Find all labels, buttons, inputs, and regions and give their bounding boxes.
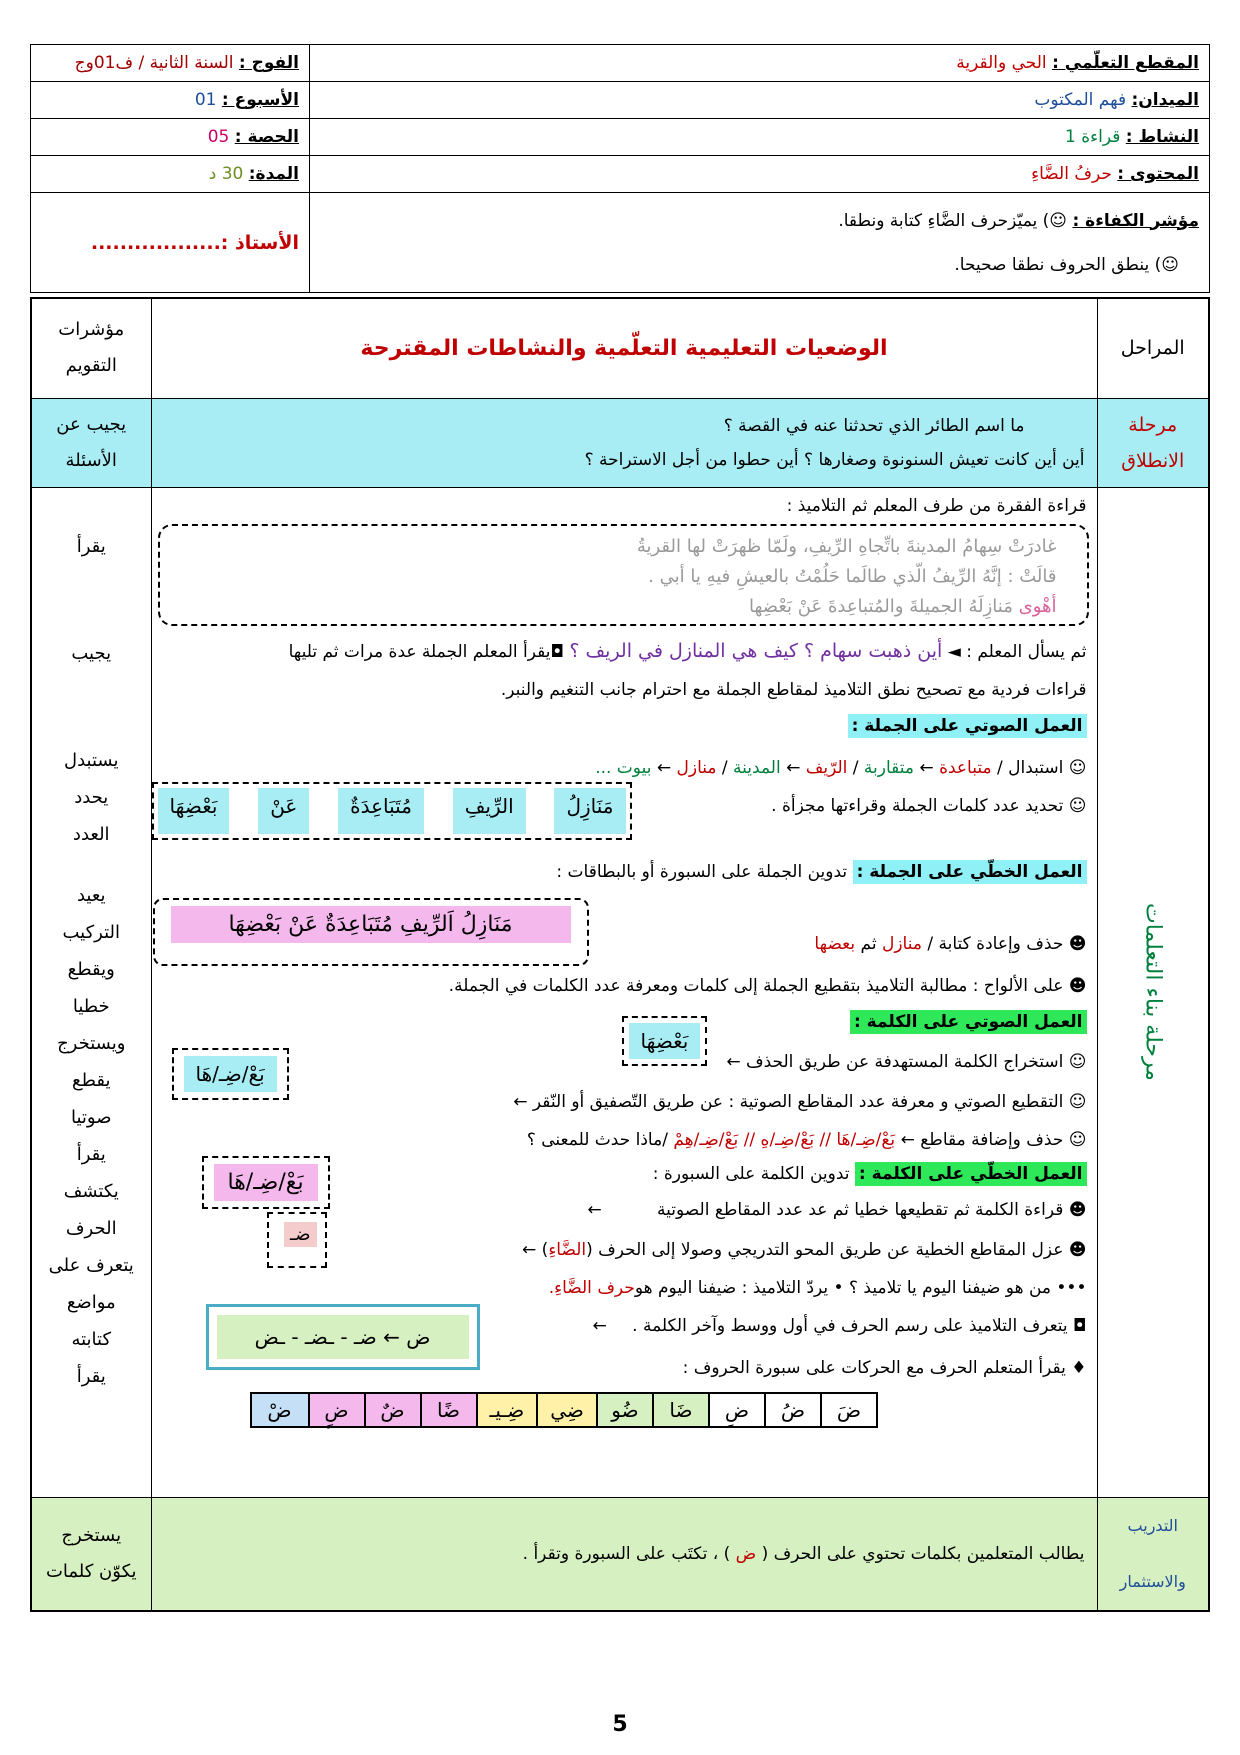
isolate-text: عزل المقاطع الخطية عن طريق المحو التدريجي وصولا إلى الحرف ( — [586, 1239, 1064, 1260]
syllables: بَعْ/ضِـ/هَا — [184, 1056, 277, 1092]
guest-question: من هو ضيفنا اليوم يا تلاميذ ؟ • يردّ التلاميذ : ضيفنا اليوم هو — [634, 1277, 1051, 1298]
session-value: 05 — [207, 127, 230, 147]
extract-text: استخراج الكلمة المستهدفة عن طريق الحذف — [745, 1051, 1064, 1072]
letter-cell: ضَ — [820, 1394, 876, 1426]
write-sentence-text: تدوين الجملة على السبورة أو بالبطاقات : — [556, 861, 848, 882]
launch-eval: يجيب عن الأسئلة — [31, 398, 151, 487]
group-value: السنة الثانية / ف01وج — [74, 53, 234, 73]
segment-text: التقطيع الصوتي و معرفة عدد المقاطع الصوتية : عن طريق التّصفيق أو النّقر — [532, 1091, 1064, 1112]
page-number: 5 — [612, 1712, 628, 1737]
eval-item: يكتشف — [63, 1180, 119, 1202]
letter-part-box — [267, 1212, 327, 1268]
target-word: بَعْضِهَا — [629, 1023, 701, 1059]
eval-item: خطيا — [72, 995, 110, 1017]
target-word-box — [622, 1016, 708, 1066]
eval-item: كتابته — [71, 1328, 112, 1350]
letter-cell: ضِي — [536, 1394, 596, 1426]
replace-word: المدينة — [733, 757, 781, 778]
isolate-end: ) — [541, 1239, 549, 1260]
letter-shapes: ض ← ضـ - ـضـ - ـض — [217, 1315, 469, 1359]
eval-item: يتعرف على — [48, 1254, 134, 1276]
build-intro: قراءة الفقرة من طرف المعلم ثم التلاميذ : — [786, 495, 1087, 516]
eval-item: يجيب — [71, 642, 112, 664]
launch-stage: مرحلة الانطلاق — [1097, 398, 1209, 487]
paragraph-line-2: قالَتْ : إنَّهُ الرِّيفُ الّذي طالَما حَلُمْتُ بالعيشِ فيهِ يا أبي . — [648, 565, 1057, 587]
heading-sound-word: العمل الصوتي على الكلمة : — [850, 1010, 1087, 1034]
word-card: عَنْ — [258, 788, 309, 834]
replace-word: متباعدة — [939, 757, 992, 778]
individual-readings: قراءات فردية مع تصحيح نطق التلاميذ لمقاطع الجملة مع احترام جانب التنغيم والنبر. — [500, 679, 1087, 700]
delete-then: ثم — [860, 933, 877, 954]
week-label: الأسبوع : — [221, 90, 299, 110]
eval-item: يحدد — [74, 786, 109, 808]
word-cards — [152, 782, 632, 840]
activity-value: قراءة 1 — [1065, 127, 1121, 147]
addremove-text: حذف وإضافة مقاطع — [920, 1129, 1064, 1150]
competence-1: يميّزحرف الضَّاءِ كتابة ونطقا. — [838, 210, 1038, 231]
word-card: مُتَبَاعِدَةٌ — [338, 788, 424, 834]
eval-item: العدد — [72, 823, 110, 845]
launch-question-1: ما اسم الطائر الذي تحدثنا عنه في القصة ؟ — [723, 415, 1025, 436]
teacher-reads: يقرأ المعلم الجملة عدة مرات ثم تليها — [288, 641, 551, 662]
write-word-text: تدوين الكلمة على السبورة : — [652, 1163, 850, 1184]
shapes-text: يتعرف التلاميذ على رسم الحرف في أول ووسط وآخر الكلمة . — [632, 1315, 1068, 1336]
paragraph-highlight: أهْوى — [1018, 595, 1057, 617]
smile-icon: ☺) — [1154, 254, 1179, 275]
content-value: حرفُ الضَّاءِ — [1031, 164, 1112, 184]
letter-cell: ضًا — [420, 1394, 476, 1426]
delete-word: منازل — [881, 933, 922, 954]
duration-value: 30 د — [208, 164, 244, 184]
letter-cell: ضِ — [708, 1394, 764, 1426]
eval-item: يقرأ — [76, 535, 106, 557]
heading-sound-sentence: العمل الصوتي على الجملة : — [848, 714, 1087, 738]
delete-text: حذف وإعادة كتابة / — [927, 933, 1064, 954]
practice-stage-2: والاستثمار — [1119, 1571, 1186, 1591]
practice-text-b: ) ، تكتَب على السبورة وتقرأ . — [522, 1543, 731, 1564]
paragraph-line-3: مَنازِلَهُ الجميلةَ والمُتباعِدةَ عَنْ بَعْضِها — [748, 595, 1013, 617]
replace-text: استبدال / — [997, 757, 1064, 778]
eval-item: الحرف — [65, 1217, 117, 1239]
letter-cell: ضُو — [596, 1394, 652, 1426]
teacher-asks: ثم يسأل المعلم : — [966, 641, 1087, 662]
count-words: تحديد عدد كلمات الجملة وقراءتها مجزأة . — [771, 795, 1064, 816]
practice-stage-1: التدريب — [1127, 1515, 1178, 1535]
teacher-question: أين ذهبت سهام ؟ كيف هي المنازل في الريف ؟ — [569, 639, 943, 662]
sentence-card: مَنَازِلُ اَلرِّيفِ مُتَبَاعِدَةٌ عَنْ بَعْضِهَا — [171, 906, 571, 943]
practice-eval: يستخرج يكوّن كلمات — [31, 1497, 151, 1611]
domain-label: الميدان: — [1131, 90, 1199, 110]
isolate-letter: الضَّاءِ — [548, 1239, 587, 1260]
stages-heading: المراحل — [1097, 298, 1209, 398]
letter-cell: ضْ — [252, 1394, 308, 1426]
content-label: المحتوى : — [1117, 164, 1199, 184]
lesson-page — [30, 44, 1210, 1612]
word-card: مَنَازِلُ — [554, 788, 625, 834]
addremove-values: بَعْ/ضِـ/هَا // بَعْ/ضِـ/هِ // بَعْ/ضِـ/هِمْ — [673, 1129, 896, 1150]
activities-heading: الوضعيات التعليمية التعلّمية والنشاطات المقترحة — [151, 298, 1097, 398]
eval-item: ويستخرج — [57, 1032, 126, 1054]
heading-write-sentence: العمل الخطّي على الجملة : — [853, 860, 1087, 884]
replace-word: الرّيف — [805, 757, 848, 778]
vowels-text: يقرأ المتعلم الحرف مع الحركات على سبورة الحروف : — [682, 1357, 1066, 1378]
word-card: بَعْضِهَا — [158, 788, 230, 834]
domain-value: فهم المكتوب — [1034, 90, 1127, 110]
word-card: الرِّيفِ — [453, 788, 526, 834]
lesson-table: المراحل الوضعيات التعليمية التعلّمية والنشاطات المقترحة مؤشرات التقويم مرحلة الانطلاق ما اسم الطائر الذي تحدثنا عنه في القصة ؟ أين أين كانت تعيش السنونوة وصغارها ؟ أين حطوا من أجل الاستراحة ؟ يجيب عن الأسئلة مرحلة بناء التعلمات قراءة الفقرة من طرف المعلم ثم التلاميذ : غادرَتْ سِهامُ المدينةَ باتِّجاهِ الرِّيفِ، ولَمّا ظهرَتْ لها القريةُ قالَتْ : إنَّهُ الرِّيفُ الّذي طالَما حَلُمْتُ بالعيشِ فيهِ يا أبي . أهْوى مَنازِلَهُ الجميلةَ والمُتباعِدةَ عَنْ بَعْضِها ثم يسأل المعلم : ◄ أين ذهبت سهام ؟ كيف هي المنازل في الريف ؟ ◘يقرأ المعلم الجملة عدة مرات ثم تليها قراءات فردية مع تصحيح نطق التلاميذ لمقاطع الجملة مع احترام جانب التنغيم والنبر. العمل الصوتي على الجملة : ☺ استبدال / متباعدة ← متقاربة / الرّيف ← المدينة / منازل ← بيوت ... ☺ تحديد عدد كلمات الجملة وقراءتها مجزأة . مَنَازِلُ الرِّيفِ مُتَبَاعِدَةٌ عَنْ بَعْضِهَا العمل الخطّي على الجملة : تدوين الجملة على السبورة أو بالبطاقات : مَنَازِلُ اَلرِّيفِ مُتَبَاعِدَةٌ عَنْ بَعْضِهَا ☻ حذف وإعادة كتابة / منازل ثم بعضها ☻ على الألواح : مطالبة التلاميذ بتقطيع الجملة إلى كلمات ومعرفة عدد الكلمات في الجملة. العمل الصوتي على الكلمة : بَعْضِهَا ☺ استخراج الكلمة المستهدفة عن طريق الحذف ← بَعْ/ضِـ/هَا ☺ التقطيع الصوتي و معرفة عدد المقاطع الصوتية : عن طريق التّصفيق أو النّقر ← ☺ حذف وإضافة مقاطع ← بَعْ/ضِـ/هَا // بَعْ/ضِـ/هِ // بَعْ/ضِـ/هِمْ /ماذا حدث للمعنى ؟ العمل الخطّي على الكلمة : تدوين الكلمة على السبورة : بَعْ/ضِـ/هَا ☻ قراءة الكلمة ثم تقطيعها خطيا ثم عد عدد المقاطع الصوتية ← ☻ عزل المقاطع الخطية عن طريق المحو التدريجي وصولا إلى الحرف (الضَّاءِ) ← ضـ ••• من هو ضيفنا اليوم يا تلاميذ ؟ • يردّ التلاميذ : ضيفنا اليوم هوحرف الضَّاءِ. ◘ يتعرف التلاميذ على رسم الحرف في أول ووسط وآخر الكلمة . ← ض ← ضـ - ـضـ - ـض ♦ يقرأ المتعلم الحرف مع الحركات على سبورة الحروف : ضَ ضُ ضِ ضَا ضُو ضِي ضِـيـ ضًا ضٌ ضٍ ضْ يقرأ يجيب يستبدل يحدد العدد يعيد التركيب ويقطع خطيا ويستخرج يقطع صوتيا يقرأ يكتشف الحرف يتعرف على مواضع كتابته يقرأ التدريب والاستثمار يطالب المتعلمين بكلمات تحتوي على الحرف ( ض ) ، تكتَب على السبورة وتقرأ . يستخرج يكوّن كلمات — [30, 297, 1210, 1612]
session-label: الحصة : — [234, 127, 299, 147]
letter-cell: ضِـيـ — [476, 1394, 537, 1426]
replace-word: منازل — [676, 757, 717, 778]
header-table — [30, 44, 1210, 293]
unit-label: المقطع التعلّمي : — [1052, 53, 1199, 73]
letter-cell: ضٌ — [364, 1394, 420, 1426]
eval-item: صوتيا — [70, 1106, 112, 1128]
letter-cell: ضَا — [652, 1394, 708, 1426]
delete-word: بعضها — [814, 933, 856, 954]
eval-item: يقرأ — [76, 1365, 106, 1387]
duration-label: المدة: — [248, 164, 299, 184]
paragraph-box — [158, 524, 1089, 626]
letters-board — [250, 1392, 878, 1428]
eval-item: مواضع — [66, 1291, 116, 1313]
competence-2: ينطق الحروف نطقا صحيحا. — [954, 254, 1150, 275]
guest-answer: حرف الضَّاءِ. — [548, 1277, 635, 1298]
eval-item: يستبدل — [64, 749, 119, 771]
boards-text: على الألواح : مطالبة التلاميذ بتقطيع الجملة إلى كلمات ومعرفة عدد الكلمات في الجملة. — [448, 975, 1064, 996]
build-eval-column — [31, 487, 151, 1497]
replace-word: بيوت ... — [595, 757, 652, 778]
letter-part: ضـ — [284, 1222, 317, 1247]
group-label: الفوج : — [238, 53, 299, 73]
eval-item: يعيد — [76, 884, 106, 906]
syllables-card-box — [202, 1156, 330, 1209]
square-bullet-icon: ◘ — [550, 641, 564, 662]
eval-item: التركيب — [62, 921, 121, 943]
competence-label: مؤشر الكفاءة : — [1072, 210, 1199, 231]
paragraph-line-1: غادرَتْ سِهامُ المدينةَ باتِّجاهِ الرِّيفِ، ولَمّا ظهرَتْ لها القريةُ — [636, 535, 1057, 557]
replace-word: متقاربة — [863, 757, 914, 778]
letter-cell: ضُ — [764, 1394, 820, 1426]
read-word-text: قراءة الكلمة ثم تقطيعها خطيا ثم عد عدد المقاطع الصوتية — [657, 1199, 1064, 1220]
teacher-label: الأستاذ :.................. — [90, 231, 299, 254]
sentence-card-box — [153, 898, 589, 966]
unit-value: الحي والقرية — [956, 53, 1047, 73]
heading-write-word: العمل الخطّي على الكلمة : — [855, 1162, 1087, 1186]
practice-letter: ض — [735, 1543, 757, 1564]
letter-cell: ضٍ — [308, 1394, 364, 1426]
practice-text-a: يطالب المتعلمين بكلمات تحتوي على الحرف ( — [761, 1543, 1085, 1564]
syllables-card: بَعْ/ضِـ/هَا — [214, 1164, 318, 1201]
launch-question-2: أين أين كانت تعيش السنونوة وصغارها ؟ أين حطوا من أجل الاستراحة ؟ — [584, 449, 1085, 470]
activity-label: النشاط : — [1125, 127, 1199, 147]
eval-item: ويقطع — [67, 958, 115, 980]
addremove-question: /ماذا حدث للمعنى ؟ — [526, 1129, 668, 1150]
build-stage: مرحلة بناء التعلمات — [1140, 903, 1166, 1081]
eval-item: يقطع — [72, 1069, 111, 1091]
smile-icon: ☺) — [1042, 210, 1068, 231]
syllables-box — [172, 1048, 289, 1100]
evaluation-heading: مؤشرات التقويم — [31, 298, 151, 398]
shapes-box — [206, 1304, 480, 1370]
eval-item: يقرأ — [76, 1143, 106, 1165]
week-value: 01 — [194, 90, 217, 110]
